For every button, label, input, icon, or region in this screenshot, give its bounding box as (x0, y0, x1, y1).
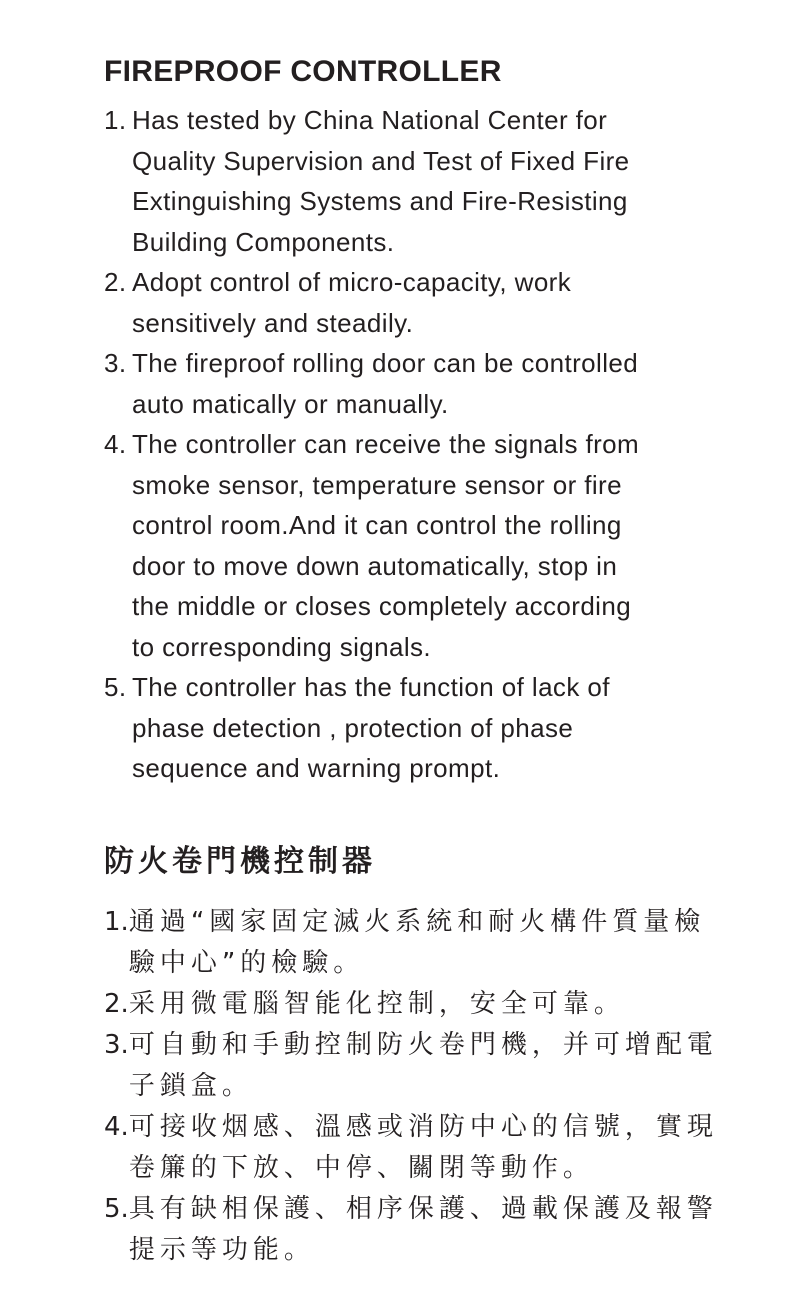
item-number: 5. (104, 1194, 129, 1224)
english-section (104, 52, 744, 789)
chinese-section (104, 840, 744, 1271)
chinese-feature-item (104, 902, 744, 984)
item-text: 采用微電腦智能化控制，安全可靠。 (128, 989, 625, 1019)
item-text: 可接收烟感、溫感或消防中心的信號，實現 卷簾的下放、中停、關閉等動作。 (128, 1112, 718, 1183)
item-number: 2. (104, 989, 129, 1019)
chinese-feature-item (104, 1107, 744, 1189)
chinese-feature-item (104, 1025, 744, 1107)
item-text: 具有缺相保護、相序保護、過載保護及報警 提示等功能。 (128, 1194, 718, 1265)
english-title: FIREPROOF CONTROLLER (104, 55, 502, 88)
chinese-feature-list (104, 902, 744, 1271)
chinese-feature-item (104, 984, 744, 1025)
item-number: 2. (104, 267, 127, 297)
item-number: 1. (104, 105, 127, 135)
item-number: 3. (104, 348, 127, 378)
item-text: Has tested by China National Center for Quality Supervision and Test of Fixed Fire Extinguishing Systems and Fire-Resisting Building Components. (132, 105, 630, 257)
chinese-feature-item (104, 1189, 744, 1271)
english-feature-list (104, 100, 744, 789)
item-text: Adopt control of micro-capacity, work sensitively and steadily. (132, 267, 572, 338)
item-number: 3. (104, 1030, 129, 1060)
item-number: 1. (104, 907, 129, 937)
item-number: 5. (104, 672, 127, 702)
english-feature-item (104, 100, 744, 262)
item-text: The fireproof rolling door can be controlled auto matically or manually. (132, 348, 639, 419)
english-feature-item (104, 667, 744, 789)
english-feature-item (104, 262, 744, 343)
item-text: 可自動和手動控制防火卷門機，并可增配電 子鎖盒。 (128, 1030, 718, 1101)
chinese-title: 防火卷門機控制器 (104, 844, 376, 879)
item-text: The controller can receive the signals from smoke sensor, temperature sensor or fire control room.And it can control the rolling door to move down automatically, stop in the middle or closes completely according to corresponding signals. (132, 429, 640, 662)
item-number: 4. (104, 429, 127, 459)
item-number: 4. (104, 1112, 129, 1142)
english-feature-item (104, 343, 744, 424)
item-text: 通過“國家固定滅火系統和耐火構件質量檢 驗中心”的檢驗。 (128, 907, 706, 978)
item-text: The controller has the function of lack of phase detection , protection of phase sequence and warning prompt. (132, 672, 610, 783)
english-feature-item (104, 424, 744, 667)
